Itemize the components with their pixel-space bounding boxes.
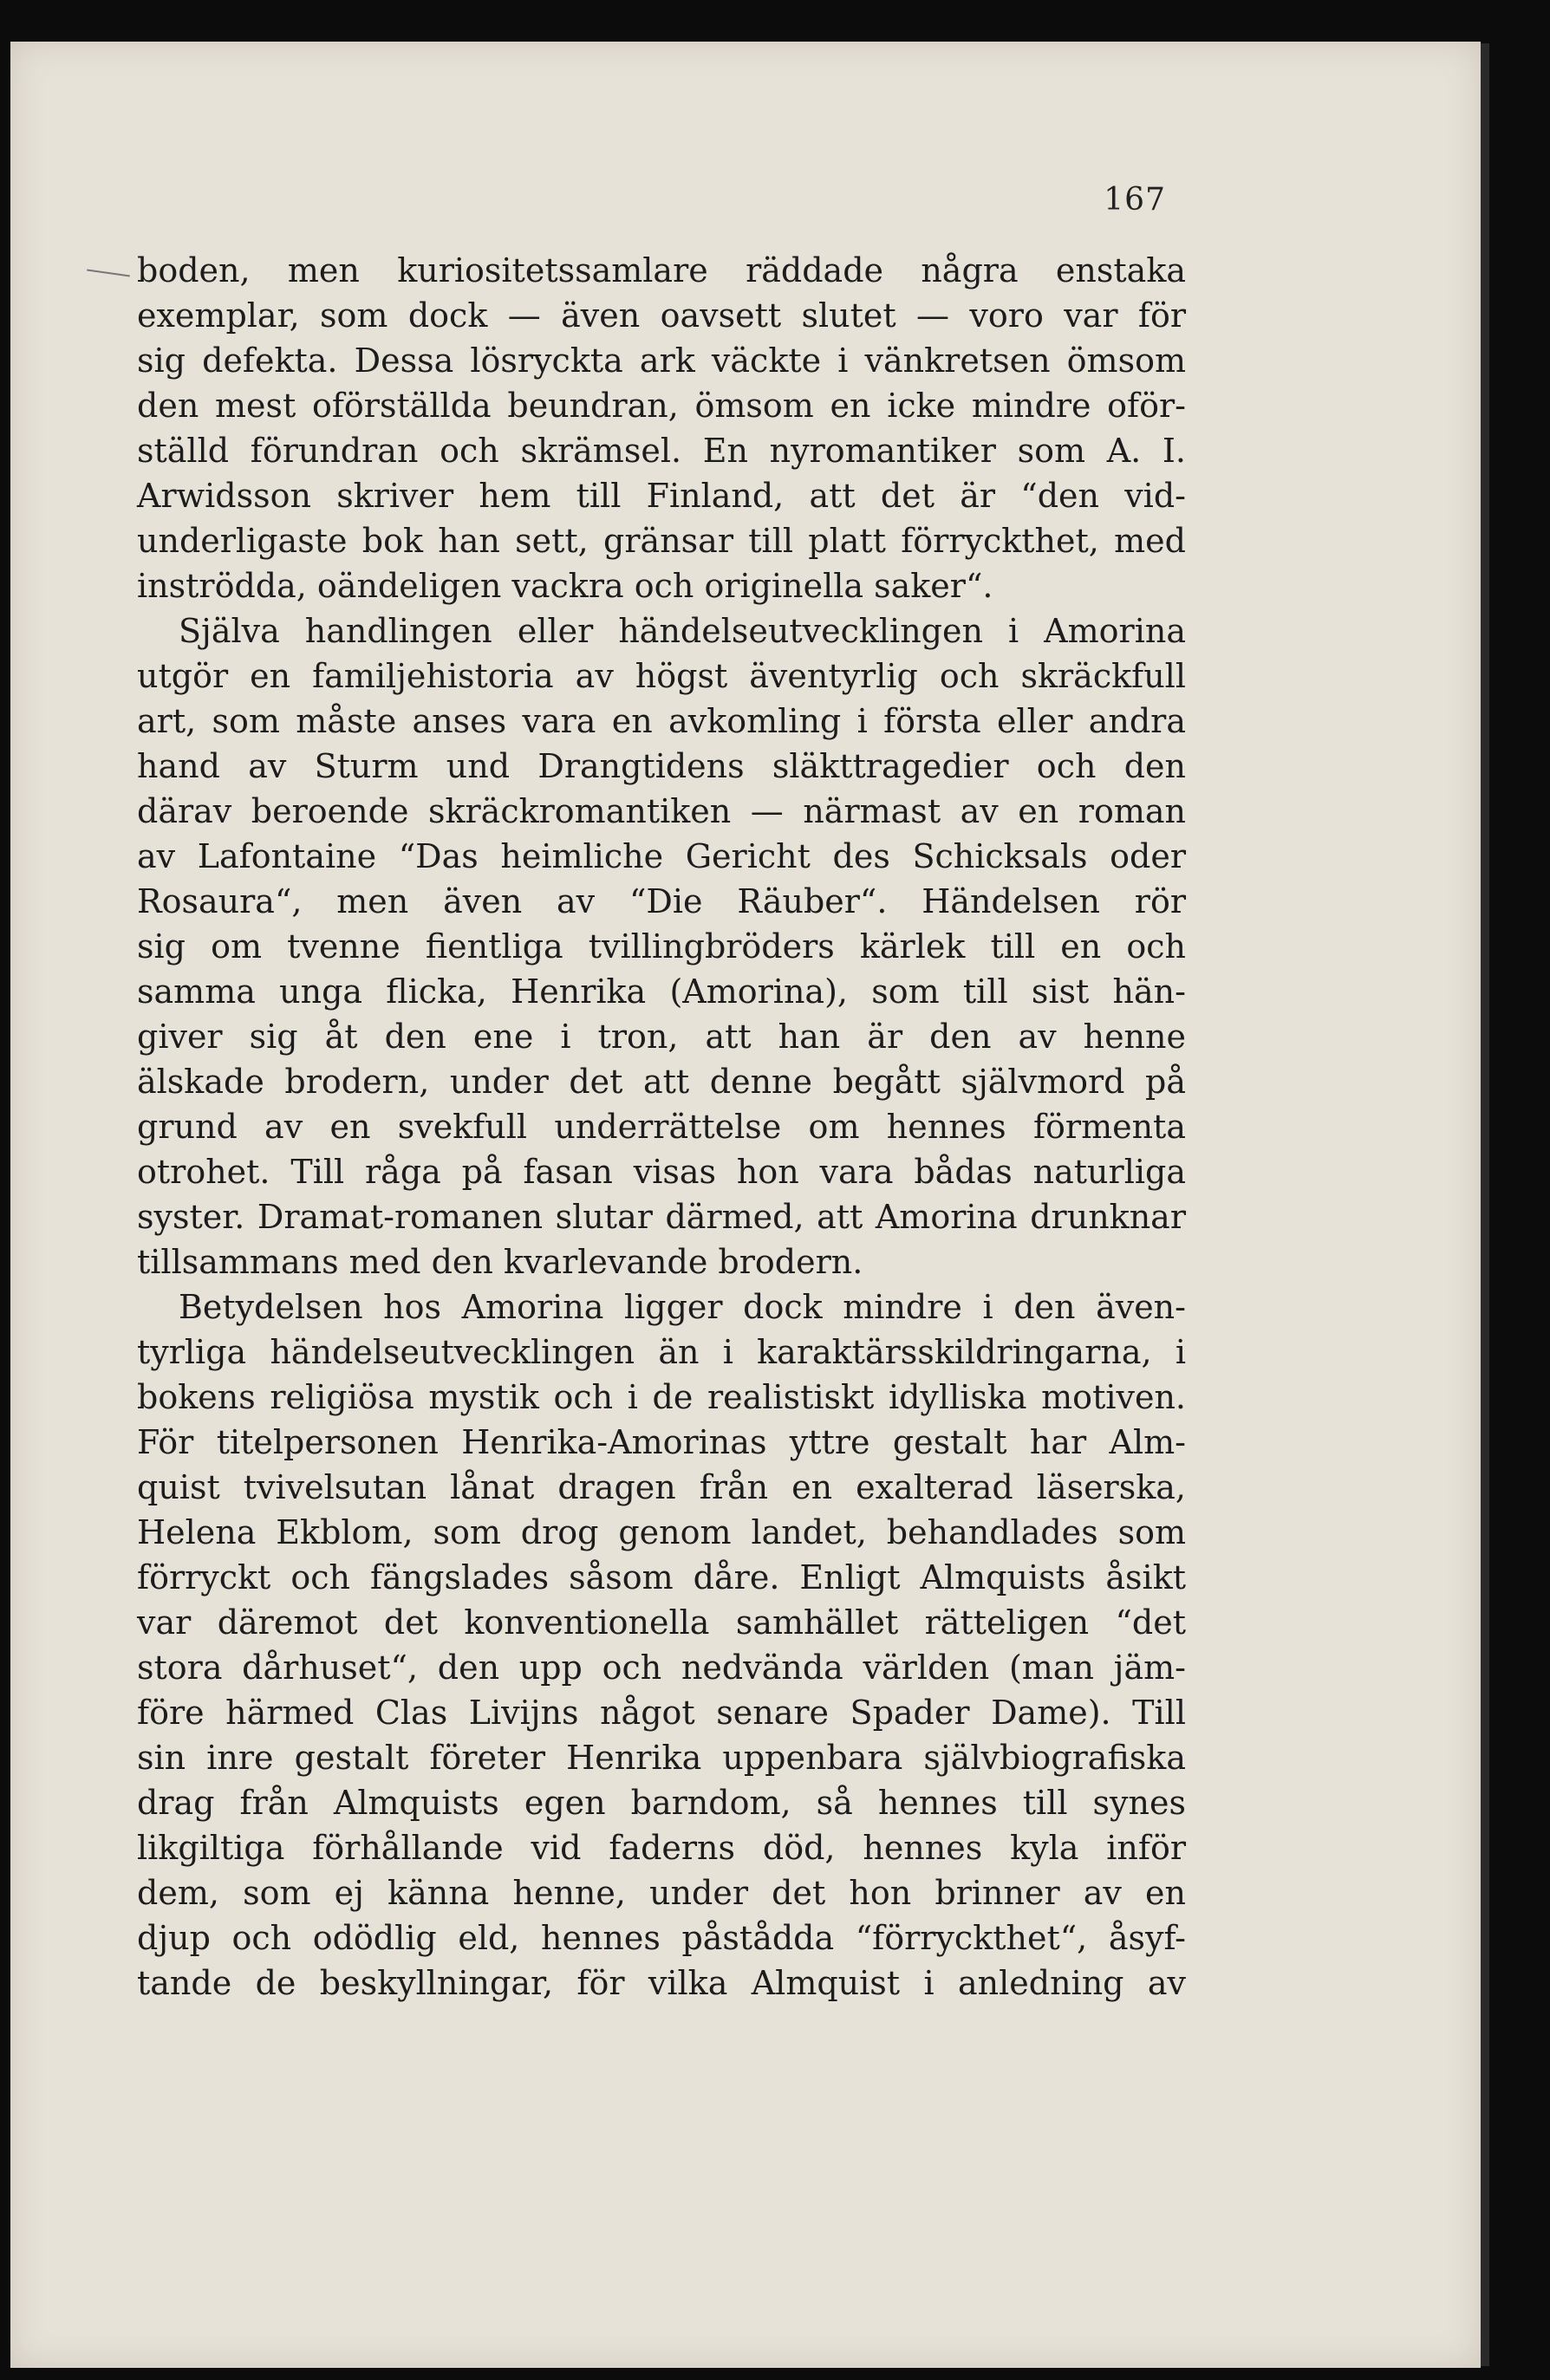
text-line: bokens religiösa mystik och i de realistiskt idylliska motiven. [137,1378,1186,1416]
text-line: inströdda, oändeligen vackra och originella saker“. [137,567,993,605]
text-line: Själva handlingen eller händelseutvecklingen i Amorina [179,612,1186,650]
text-line: var däremot det konventionella samhället rätteligen “det [137,1603,1186,1642]
text-line: otrohet. Till råga på fasan visas hon vara bådas naturliga [137,1153,1186,1191]
text-line: quist tvivelsutan lånat dragen från en exalterad läserska, [137,1468,1186,1506]
text-line: tyrliga händelseutvecklingen än i karaktärsskildringarna, i [137,1333,1186,1371]
text-line: älskade brodern, under det att denne begått självmord på [137,1063,1186,1101]
text-line: tillsammans med den kvarlevande brodern. [137,1243,863,1281]
text-line: förryckt och fängslades såsom dåre. Enligt Almquists åsikt [137,1558,1186,1596]
page-edge-shadow [1481,43,1489,2366]
body-text [137,248,1186,2006]
text-line: drag från Almquists egen barndom, så hennes till synes [137,1784,1186,1822]
page-number: 167 [1104,182,1166,218]
text-line: art, som måste anses vara en avkomling i första eller andra [137,702,1186,740]
text-line: grund av en svekfull underrättelse om hennes förmenta [137,1108,1186,1146]
text-line: djup och odödlig eld, hennes påstådda “förryckthet“, åsyf- [137,1919,1186,1957]
text-line: Rosaura“, men även av “Die Räuber“. Händelsen rör [137,882,1186,920]
text-line: Betydelsen hos Amorina ligger dock mindre i den även- [179,1288,1186,1326]
text-line: före härmed Clas Livijns något senare Spader Dame). Till [137,1694,1186,1732]
text-line: syster. Dramat-romanen slutar därmed, att Amorina drunknar [137,1198,1186,1236]
text-line: boden, men kuriositetssamlare räddade några enstaka [137,251,1186,289]
text-line: utgör en familjehistoria av högst äventyrlig och skräckfull [137,657,1186,695]
text-line: Arwidsson skriver hem till Finland, att det är “den vid- [137,477,1186,515]
text-line: ställd förundran och skrämsel. En nyromantiker som A. I. [137,432,1186,470]
text-line: likgiltiga förhållande vid faderns död, hennes kyla inför [137,1829,1186,1867]
text-line: tande de beskyllningar, för vilka Almquist i anledning av [137,1964,1186,2002]
text-line: exemplar, som dock — även oavsett slutet — voro var för [137,296,1186,335]
text-line: av Lafontaine “Das heimliche Gericht des Schicksals oder [137,837,1186,875]
text-line: sig om tvenne fientliga tvillingbröders kärlek till en och [137,927,1186,966]
text-line: stora dårhuset“, den upp och nedvända världen (man jäm- [137,1648,1186,1687]
text-line: sig defekta. Dessa lösryckta ark väckte i vänkretsen ömsom [137,341,1186,380]
text-line: hand av Sturm und Drangtidens släkttragedier och den [137,747,1186,785]
text-line: därav beroende skräckromantiken — närmast av en roman [137,792,1186,830]
text-line: giver sig åt den ene i tron, att han är den av henne [137,1018,1186,1056]
text-line: dem, som ej känna henne, under det hon brinner av en [137,1874,1186,1912]
text-line: underligaste bok han sett, gränsar till platt förryckthet, med [137,522,1186,560]
text-line: sin inre gestalt företer Henrika uppenbara självbiografiska [137,1739,1186,1777]
text-line: Helena Ekblom, som drog genom landet, behandlades som [137,1513,1186,1551]
text-line: samma unga flicka, Henrika (Amorina), som till sist hän- [137,972,1186,1011]
text-line: För titelpersonen Henrika-Amorinas yttre gestalt har Alm- [137,1423,1186,1461]
text-line: den mest oförställda beundran, ömsom en icke mindre oför- [137,387,1186,425]
